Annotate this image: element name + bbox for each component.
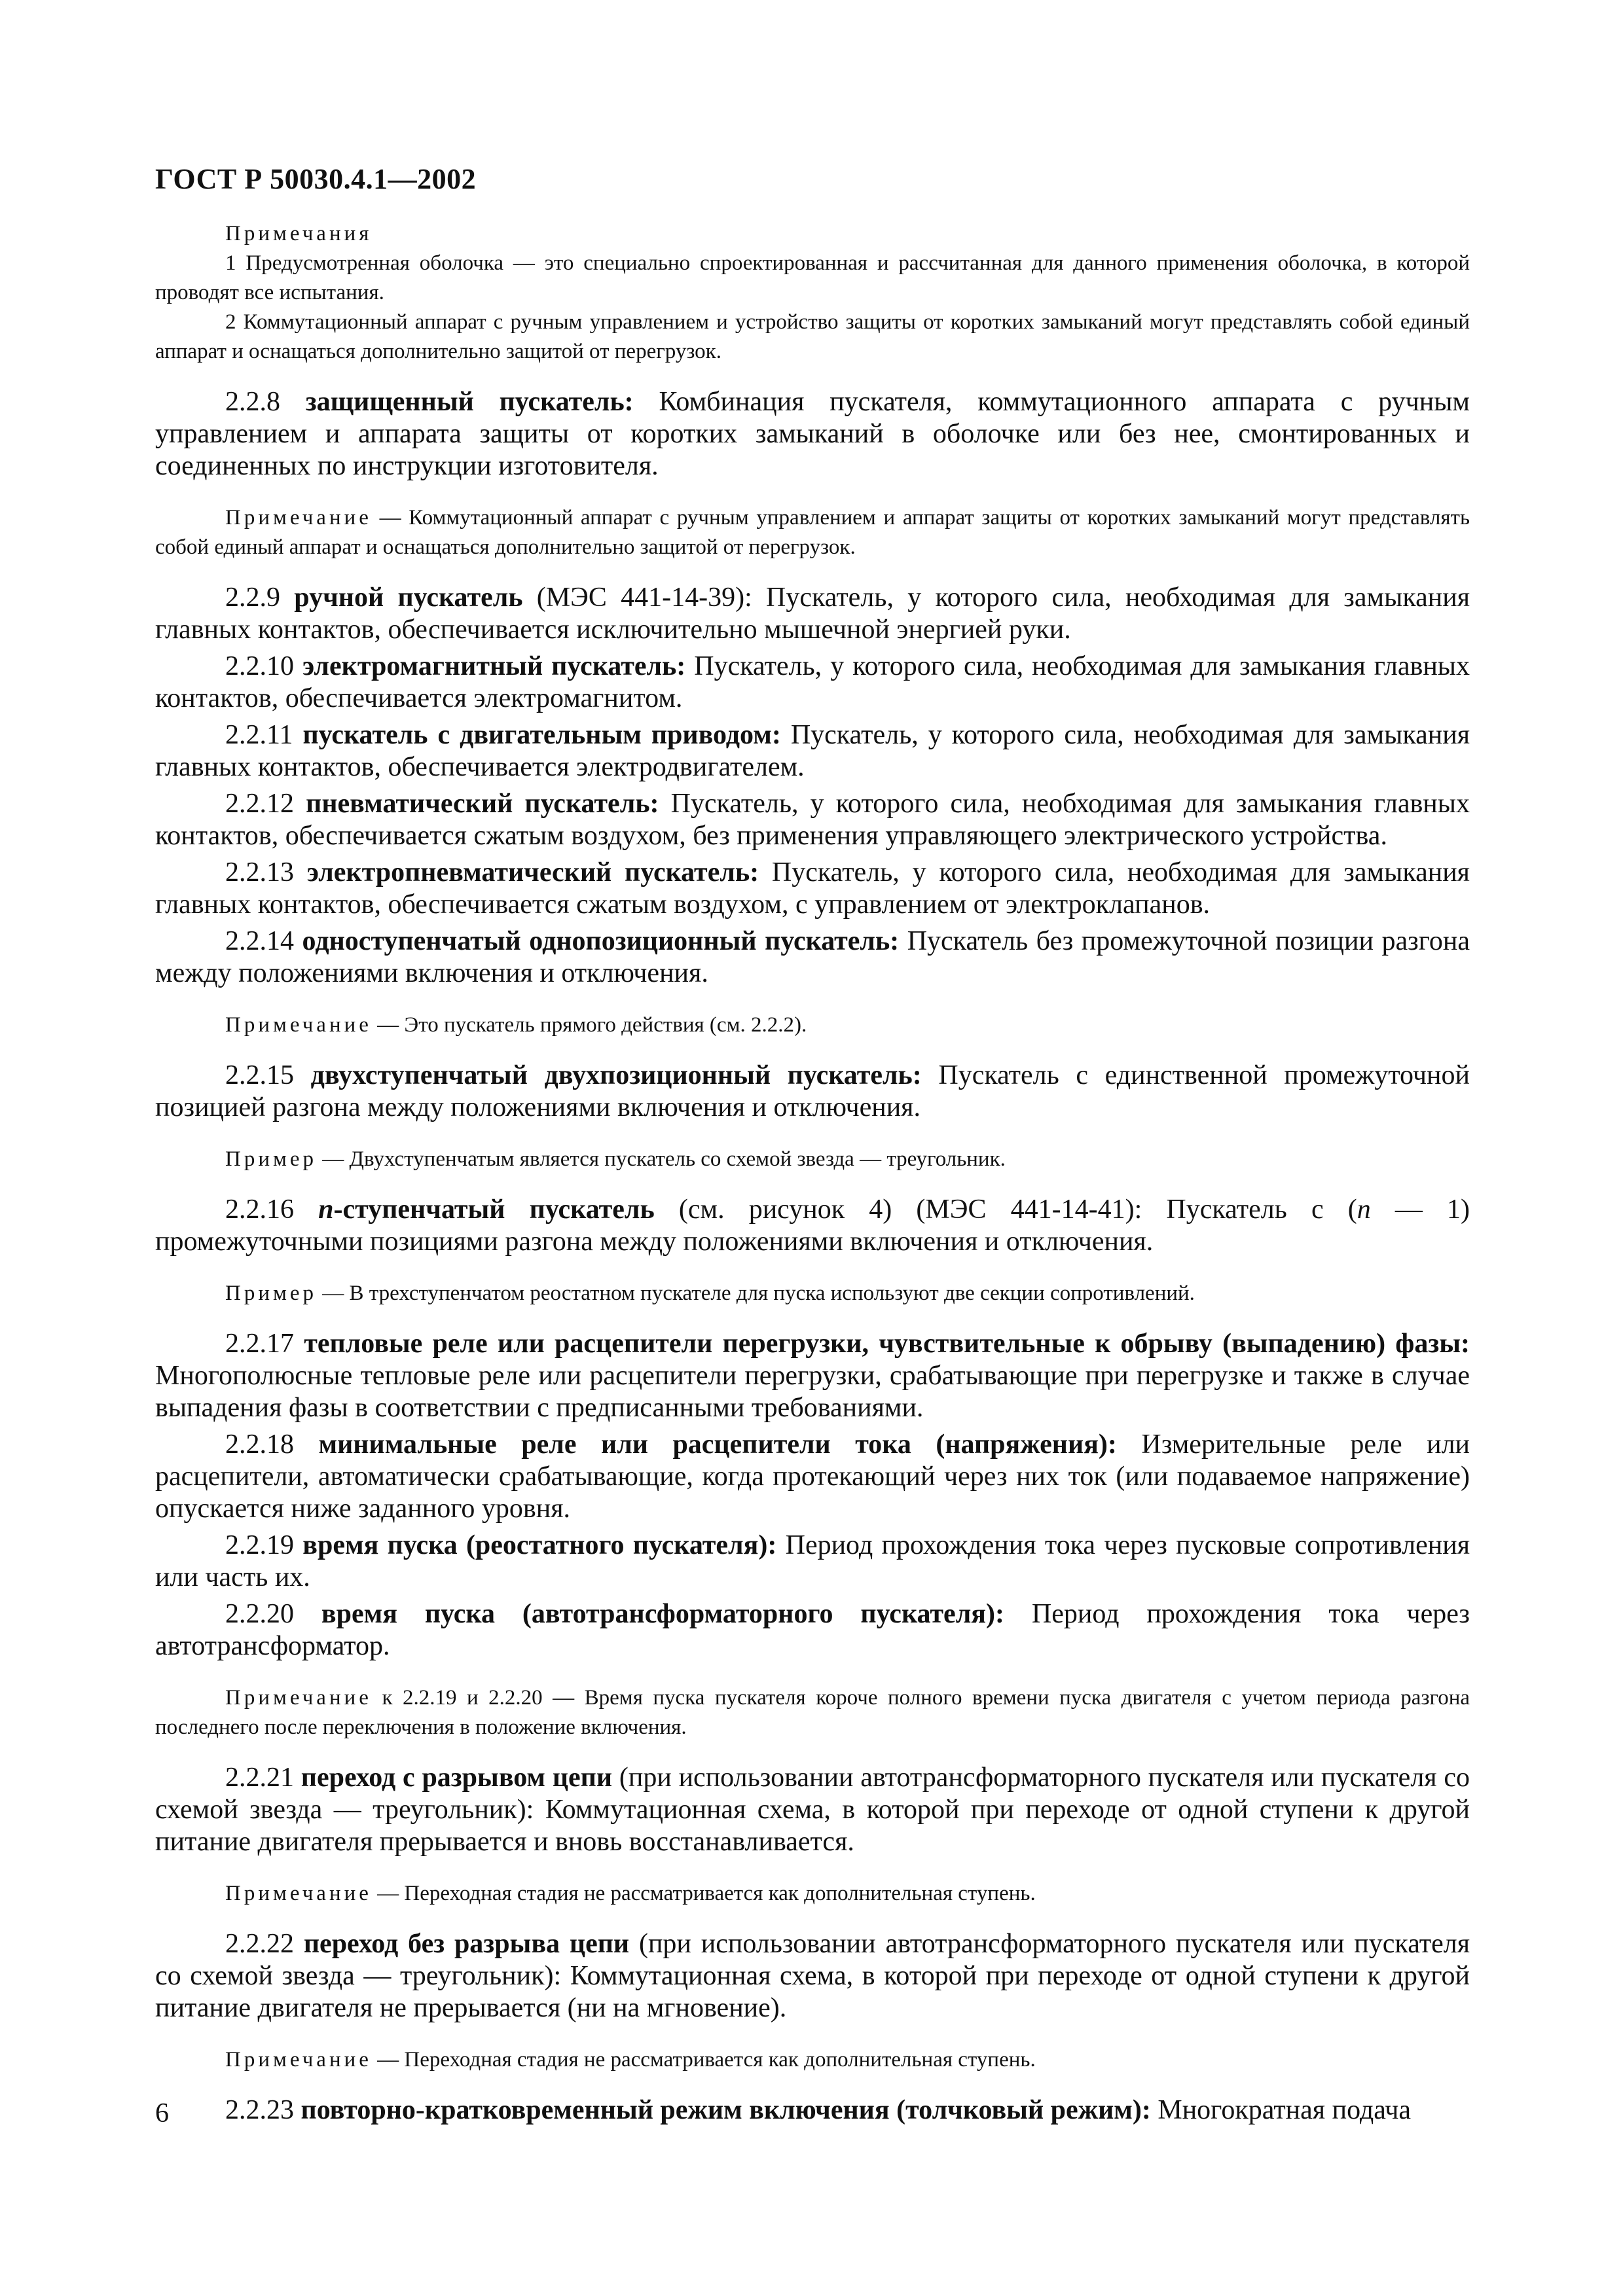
clause-2-2-17: 2.2.17 тепловые реле или расцепители перегрузки, чувствительные к обрыву (выпадению) фазы: Многополюсные тепловые реле или расцепители перегрузки, срабатывающие при перегрузке и также в случае выпадения фазы в соответствии с предписанными требованиями. [155, 1329, 1470, 1423]
example-2-2-15: Пример — Двухступенчатым является пускатель со схемой звезда — треугольник. [225, 1147, 1006, 1171]
clause-2-2-23: 2.2.23 повторно-кратковременный режим включения (толчковый режим): Многократная подача [225, 2095, 1411, 2125]
clause-2-2-9: 2.2.9 ручной пускатель (МЭС 441-14-39): Пускатель, у которого сила, необходимая для замыкания главных контактов, обеспечивается исключительно мышечной энергией руки. [155, 583, 1470, 645]
page-number: 6 [155, 2098, 169, 2128]
note-2-2-22: Примечание — Переходная стадия не рассматривается как дополнительная ступень. [225, 2048, 1036, 2072]
clause-2-2-11: 2.2.11 пускатель с двигательным приводом: Пускатель, у которого сила, необходимая для замыкания главных контактов, обеспечивается электродвигателем. [155, 720, 1470, 782]
clause-2-2-12: 2.2.12 пневматический пускатель: Пускатель, у которого сила, необходимая для замыкания главных контактов, обеспечивается сжатым воздухом, без применения управляющего электрического устройства. [155, 789, 1470, 851]
note-2: 2 Коммутационный аппарат с ручным управлением и устройство защиты от коротких замыканий могут представлять собой единый аппарат и оснащаться дополнительно защитой от перегрузок. [155, 310, 1470, 363]
clause-2-2-21: 2.2.21 переход с разрывом цепи (при использовании автотрансформаторного пускателя или пускателя со схемой звезда — треугольник): Коммутационная схема, в которой при переходе от одной ступени к другой питание двигателя прерывается и вновь восстанавливается. [155, 1763, 1470, 1857]
clause-2-2-15: 2.2.15 двухступенчатый двухпозиционный пускатель: Пускатель с единственной промежуточной позицией разгона между положениями включения и отключения. [155, 1060, 1470, 1122]
clause-2-2-18: 2.2.18 минимальные реле или расцепители тока (напряжения): Измерительные реле или расцепители, автоматически срабатывающие, когда протекающий через них ток (или подаваемое напряжение) опускается ниже заданного уровня. [155, 1429, 1470, 1524]
clause-2-2-16: 2.2.16 n-ступенчатый пускатель (см. рисунок 4) (МЭС 441-14-41): Пускатель с (n — 1) промежуточными позициями разгона между положениями включения и отключения. [155, 1194, 1470, 1257]
clause-2-2-10: 2.2.10 электромагнитный пускатель: Пускатель, у которого сила, необходимая для замыкания главных контактов, обеспечивается электромагнитом. [155, 651, 1470, 713]
standard-header: ГОСТ Р 50030.4.1—2002 [155, 163, 477, 195]
notes-heading: Примечания [225, 222, 373, 245]
document-body [155, 219, 1470, 2131]
example-2-2-16: Пример — В трехступенчатом реостатном пускателе для пуска используют две секции сопротивлений. [225, 1282, 1195, 1305]
clause-2-2-19: 2.2.19 время пуска (реостатного пускателя): Период прохождения тока через пусковые сопротивления или часть их. [155, 1530, 1470, 1592]
clause-2-2-20: 2.2.20 время пуска (автотрансформаторного пускателя): Период прохождения тока через автотрансформатор. [155, 1599, 1470, 1661]
clause-2-2-22: 2.2.22 переход без разрыва цепи (при использовании автотрансформаторного пускателя или пускателя со схемой звезда — треугольник): Коммутационная схема, в которой при переходе от одной ступени к другой питание двигателя не прерывается (ни на мгновение). [155, 1929, 1470, 2023]
clause-2-2-8: 2.2.8 защищенный пускатель: Комбинация пускателя, коммутационного аппарата с ручным управлением и аппарата защиты от коротких замыканий в оболочке или без нее, смонтированных и соединенных по инструкции изготовителя. [155, 387, 1470, 481]
note-2-2-21: Примечание — Переходная стадия не рассматривается как дополнительная ступень. [225, 1882, 1036, 1905]
clause-2-2-14: 2.2.14 одноступенчатый однопозиционный пускатель: Пускатель без промежуточной позиции разгона между положениями включения и отключения. [155, 926, 1470, 988]
note-2-2-20: Примечание к 2.2.19 и 2.2.20 — Время пуска пускателя короче полного времени пуска двигателя с учетом периода разгона последнего после переключения в положение включения. [155, 1686, 1470, 1739]
note-2-2-14: Примечание — Это пускатель прямого действия (см. 2.2.2). [225, 1013, 807, 1037]
note-1: 1 Предусмотренная оболочка — это специально спроектированная и рассчитанная для данного применения оболочка, в которой проводят все испытания. [155, 251, 1470, 304]
clause-2-2-13: 2.2.13 электропневматический пускатель: Пускатель, у которого сила, необходимая для замыкания главных контактов, обеспечивается сжатым воздухом, с управлением от электроклапанов. [155, 857, 1470, 920]
note-2-2-8: Примечание — Коммутационный аппарат с ручным управлением и аппарат защиты от коротких замыканий могут представлять собой единый аппарат и оснащаться дополнительно защитой от перегрузок. [155, 506, 1470, 559]
